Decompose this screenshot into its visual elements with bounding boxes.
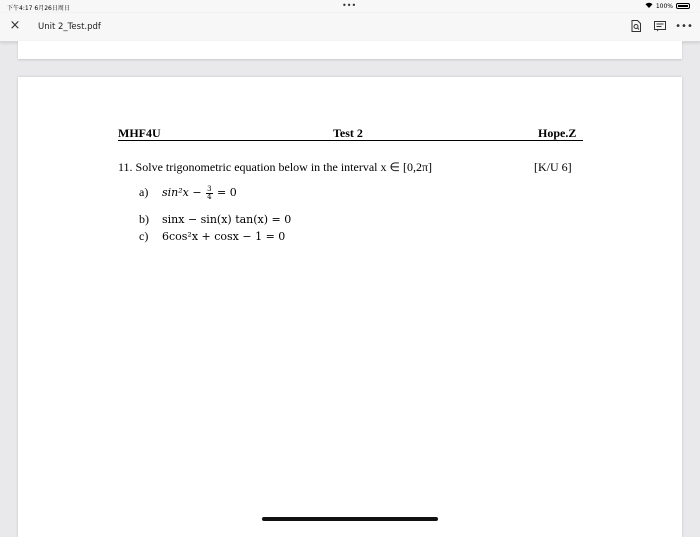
- part-a-pre: sin²x −: [162, 186, 206, 199]
- fraction: [206, 186, 212, 201]
- status-time: 下午4:17 6月26日周日: [7, 5, 70, 12]
- home-indicator[interactable]: [262, 517, 438, 521]
- course-code: MHF4U: [118, 126, 161, 140]
- status-bar: [0, 0, 700, 13]
- header-divider: [118, 140, 583, 141]
- annotate-icon[interactable]: [654, 20, 666, 32]
- battery-icon: [676, 3, 690, 9]
- nav-actions: [630, 20, 693, 32]
- battery-fill: [678, 5, 688, 7]
- status-right: [645, 2, 690, 10]
- pdf-page[interactable]: [18, 77, 682, 537]
- search-document-icon[interactable]: [630, 20, 642, 32]
- part-label: c): [139, 229, 149, 243]
- nav-bar: [0, 13, 700, 42]
- teacher-name: Hope.Z: [538, 126, 577, 140]
- battery-percent: 100%: [655, 2, 673, 10]
- previous-page[interactable]: [18, 41, 682, 59]
- part-label: a): [139, 185, 149, 199]
- more-icon[interactable]: •••: [675, 20, 693, 32]
- part-label: b): [139, 212, 149, 226]
- close-icon: ×: [9, 18, 21, 33]
- question-marks: [K/U 6]: [534, 160, 572, 174]
- multitasking-dots-icon[interactable]: •••: [342, 1, 357, 10]
- part-b: [139, 212, 291, 227]
- fraction-denominator: 4: [207, 192, 212, 201]
- close-button[interactable]: [8, 19, 22, 33]
- question-text: 11. Solve trigonometric equation below in the interval x ∈ [0,2π]: [118, 160, 432, 174]
- part-c-expr: 6cos²x + cosx − 1 = 0: [162, 230, 286, 243]
- fraction-numerator: 3: [207, 184, 212, 193]
- part-c: [139, 229, 285, 244]
- part-a-expr: [162, 186, 237, 199]
- document-title: Unit 2_Test.pdf: [38, 22, 101, 32]
- part-a: [139, 185, 237, 201]
- part-a-post: = 0: [213, 186, 237, 199]
- wifi-icon: [645, 2, 653, 10]
- part-b-expr: sinx − sin(x) tan(x) = 0: [162, 213, 292, 226]
- test-title: Test 2: [333, 126, 363, 140]
